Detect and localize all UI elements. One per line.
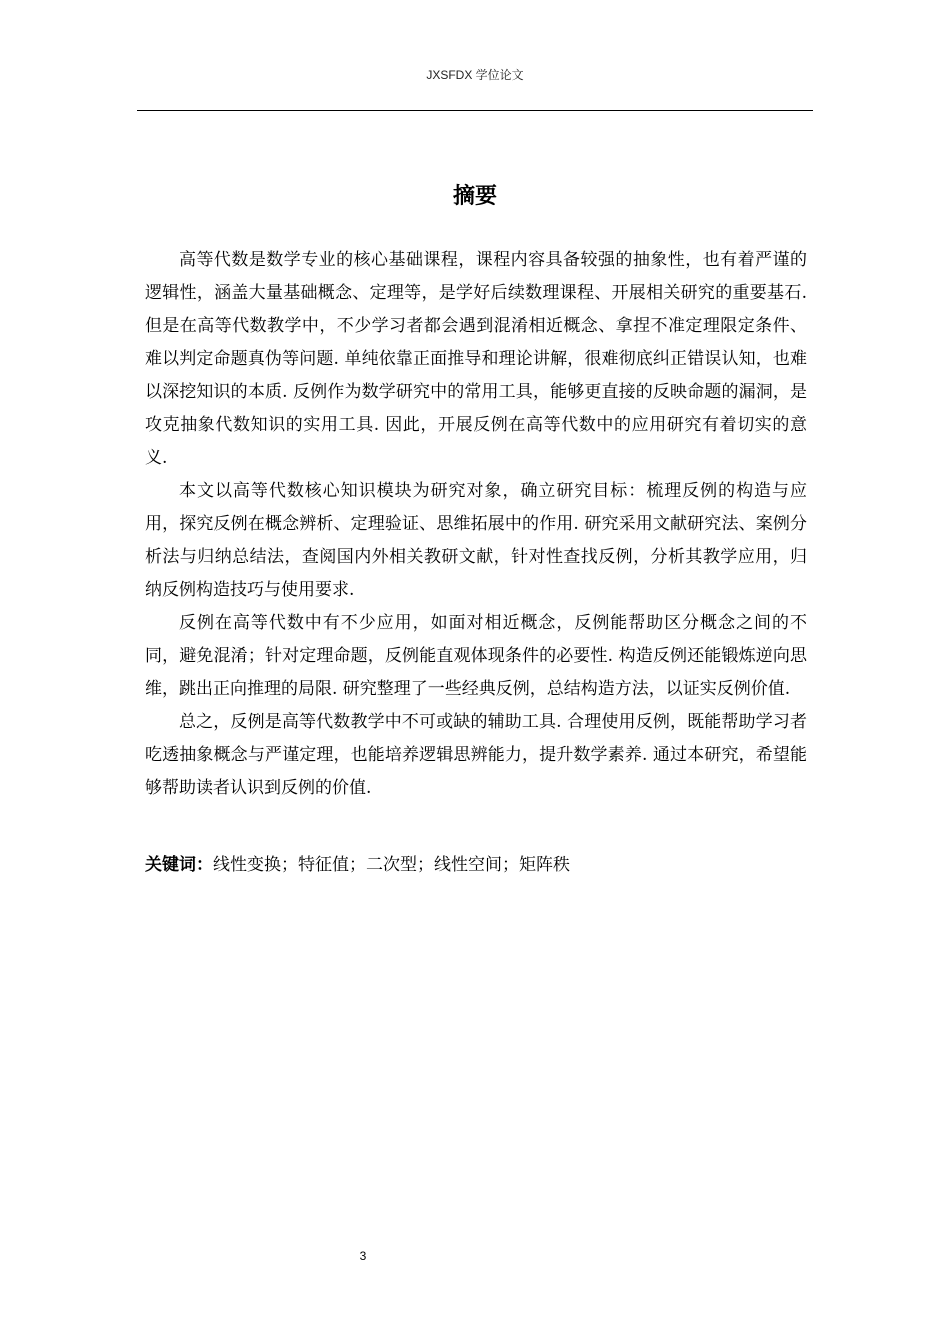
abstract-paragraph-2: 本文以高等代数核心知识模块为研究对象，确立研究目标：梳理反例的构造与应用，探究反例在概念辨析、定理验证、思维拓展中的作用. 研究采用文献研究法、案例分析法与归纳总结法，查阅国内外相关教研文献，针对性查找反例，分析其教学应用，归纳反例构造技巧与使用要求. xyxy=(145,481,807,600)
keywords-line xyxy=(145,849,807,882)
keywords-label: 关键词： xyxy=(145,855,213,875)
abstract-paragraph-1: 高等代数是数学专业的核心基础课程，课程内容具备较强的抽象性，也有着严谨的逻辑性，涵盖大量基础概念、定理等，是学好后续数理课程、开展相关研究的重要基石. 但是在高等代数教学中，不少学习者都会遇到混淆相近概念、拿捏不准定理限定条件、难以判定命题真伪等问题. 单纯依靠正面推导和理论讲解，很难彻底纠正错误认知，也难以深挖知识的本质. 反例作为数学研究中的常用工具，能够更直接的反映命题的漏洞，是攻克抽象代数知识的实用工具. 因此，开展反例在高等代数中的应用研究有着切实的意义. xyxy=(145,250,807,468)
abstract-paragraph-3: 反例在高等代数中有不少应用，如面对相近概念，反例能帮助区分概念之间的不同，避免混淆；针对定理命题，反例能直观体现条件的必要性. 构造反例还能锻炼逆向思维，跳出正向推理的局限. 研究整理了一些经典反例，总结构造方法，以证实反例价值. xyxy=(145,613,807,699)
abstract-paragraph-4: 总之，反例是高等代数教学中不可或缺的辅助工具. 合理使用反例，既能帮助学习者吃透抽象概念与严谨定理，也能培养逻辑思辨能力，提升数学素养. 通过本研究，希望能够帮助读者认识到反例的价值. xyxy=(145,712,807,798)
page-number: 3 xyxy=(359,1249,367,1263)
running-header: JXSFDX 学位论文 xyxy=(426,68,524,82)
abstract-title: 摘要 xyxy=(452,184,497,209)
header-divider xyxy=(137,110,813,111)
abstract-body xyxy=(145,244,807,805)
keywords-list: 线性变换；特征值；二次型；线性空间；矩阵秩 xyxy=(213,855,570,875)
